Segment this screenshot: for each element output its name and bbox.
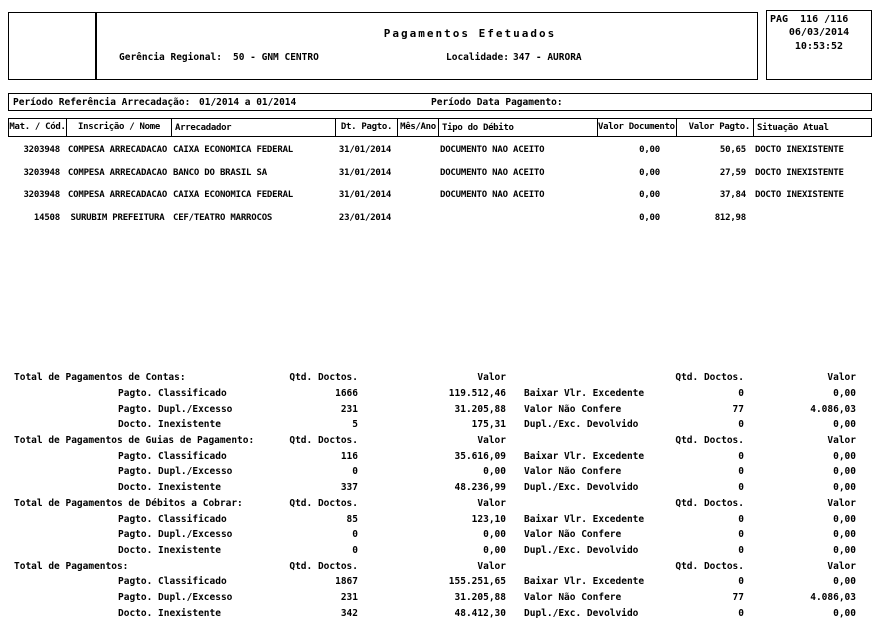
total-valor2: 0,00 (833, 529, 856, 541)
totals-block-debitos (8, 496, 872, 559)
qtd-doctos-header: Qtd. Doctos. (675, 560, 744, 572)
qtd-doctos-header: Qtd. Doctos. (289, 497, 358, 509)
total-label: Pagto. Dupl./Excesso (118, 529, 233, 541)
total-label2: Baixar Vlr. Excedente (524, 576, 645, 588)
cell-arrecadador: CAIXA ECONOMICA FEDERAL (173, 145, 294, 156)
total-qtd: 1867 (335, 576, 358, 588)
totals-section (8, 370, 872, 621)
cell-inscricao: COMPESA ARRECADACAO (67, 167, 168, 178)
col-header-valor-pagto: Valor Pagto. (676, 119, 753, 136)
table-row (8, 139, 872, 162)
total-valor2: 0,00 (833, 544, 856, 556)
total-qtd2: 77 (732, 403, 744, 415)
col-header-inscricao: Inscrição / Nome (66, 119, 171, 136)
cell-valor-documento: 0,00 (639, 145, 660, 156)
localidade-label: Localidade: (446, 52, 509, 63)
total-qtd: 85 (346, 513, 358, 525)
total-valor: 119.512,46 (448, 388, 506, 400)
total-valor2: 4.086,03 (810, 591, 856, 603)
col-header-mes-ano: Mês/Ano (397, 119, 438, 136)
total-qtd2: 0 (738, 513, 744, 525)
col-header-mat: Mat. / Cód. (9, 122, 66, 132)
total-valor: 31.205,88 (454, 403, 506, 415)
total-valor: 31.205,88 (454, 591, 506, 603)
cell-dt-pagto: 23/01/2014 (338, 212, 392, 223)
totals-block-title: Total de Pagamentos: (14, 560, 129, 572)
totals-row (8, 480, 872, 496)
cell-arrecadador: BANCO DO BRASIL SA (173, 167, 267, 178)
total-valor2: 0,00 (833, 607, 856, 619)
periodo-referencia-value: 01/2014 a 01/2014 (199, 97, 297, 108)
total-label: Docto. Inexistente (118, 607, 221, 619)
valor-header: Valor (827, 372, 856, 384)
total-valor2: 4.086,03 (810, 403, 856, 415)
total-label: Pagto. Classificado (118, 513, 227, 525)
total-valor: 35.616,09 (454, 450, 506, 462)
totals-row (8, 511, 872, 527)
total-qtd: 0 (352, 529, 358, 541)
total-qtd2: 0 (738, 466, 744, 478)
table-body (8, 137, 872, 229)
total-label2: Valor Não Confere (524, 403, 622, 415)
cell-tipo-debito: DOCUMENTO NAO ACEITO (440, 167, 545, 178)
total-qtd2: 0 (738, 388, 744, 400)
total-label: Pagto. Dupl./Excesso (118, 591, 233, 603)
cell-valor-pagto: 812,98 (714, 212, 746, 223)
total-valor2: 0,00 (833, 576, 856, 588)
cell-valor-documento: 0,00 (639, 190, 660, 201)
total-label: Pagto. Classificado (118, 576, 227, 588)
cell-inscricao: COMPESA ARRECADACAO (67, 190, 168, 201)
total-qtd: 1666 (335, 388, 358, 400)
total-qtd: 5 (352, 419, 358, 431)
total-label2: Baixar Vlr. Excedente (524, 513, 645, 525)
qtd-doctos-header: Qtd. Doctos. (289, 435, 358, 447)
cell-situacao: DOCTO INEXISTENTE (755, 145, 844, 156)
totals-row (8, 543, 872, 559)
cell-tipo-debito: DOCUMENTO NAO ACEITO (440, 145, 545, 156)
total-valor2: 0,00 (833, 450, 856, 462)
total-qtd2: 0 (738, 576, 744, 588)
total-valor: 0,00 (483, 529, 506, 541)
total-label2: Dupl./Exc. Devolvido (524, 482, 639, 494)
table-row (8, 162, 872, 185)
table-row (8, 207, 872, 230)
total-label: Pagto. Classificado (118, 388, 227, 400)
totals-row (8, 386, 872, 402)
total-valor: 48.236,99 (454, 482, 506, 494)
periodo-referencia-label: Período Referência Arrecadação: (13, 97, 191, 108)
total-qtd2: 0 (738, 482, 744, 494)
report-time: 10:53:52 (794, 41, 844, 52)
cell-inscricao: COMPESA ARRECADACAO (67, 145, 168, 156)
total-label2: Baixar Vlr. Excedente (524, 388, 645, 400)
total-valor2: 0,00 (833, 419, 856, 431)
totals-row (8, 448, 872, 464)
total-valor: 0,00 (483, 466, 506, 478)
cell-tipo-debito: DOCUMENTO NAO ACEITO (440, 190, 545, 201)
report-date: 06/03/2014 (788, 27, 850, 38)
cell-situacao: DOCTO INEXISTENTE (755, 190, 844, 201)
cell-valor-documento: 0,00 (639, 212, 660, 223)
totals-row (8, 605, 872, 621)
cell-valor-documento: 0,00 (639, 167, 660, 178)
valor-header: Valor (827, 435, 856, 447)
total-valor2: 0,00 (833, 482, 856, 494)
total-qtd: 0 (352, 466, 358, 478)
total-valor: 175,31 (471, 419, 506, 431)
totals-block-contas (8, 370, 872, 433)
totals-row (8, 464, 872, 480)
total-valor: 155.251,65 (448, 576, 506, 588)
total-label2: Valor Não Confere (524, 529, 622, 541)
total-label2: Baixar Vlr. Excedente (524, 450, 645, 462)
total-valor: 123,10 (471, 513, 506, 525)
cell-valor-pagto: 37,84 (719, 190, 746, 201)
total-qtd2: 0 (738, 544, 744, 556)
total-qtd2: 0 (738, 419, 744, 431)
total-qtd2: 77 (732, 591, 744, 603)
cell-arrecadador: CAIXA ECONOMICA FEDERAL (173, 190, 294, 201)
total-qtd2: 0 (738, 450, 744, 462)
table-row (8, 184, 872, 207)
qtd-doctos-header: Qtd. Doctos. (289, 372, 358, 384)
cell-mat: 3203948 (23, 167, 60, 178)
cell-mat: 3203948 (23, 190, 60, 201)
totals-block-title: Total de Pagamentos de Guias de Pagamento: (14, 435, 255, 447)
total-label: Pagto. Dupl./Excesso (118, 403, 233, 415)
total-label2: Valor Não Confere (524, 466, 622, 478)
total-label: Pagto. Dupl./Excesso (118, 466, 233, 478)
valor-header: Valor (827, 497, 856, 509)
totals-block-geral (8, 558, 872, 621)
total-qtd: 116 (340, 450, 358, 462)
table-header (8, 118, 872, 137)
cell-arrecadador: CEF/TEATRO MARROCOS (173, 212, 273, 223)
total-label2: Dupl./Exc. Devolvido (524, 419, 639, 431)
cell-inscricao: SURUBIM PREFEITURA (70, 212, 165, 223)
total-label2: Dupl./Exc. Devolvido (524, 544, 639, 556)
total-label2: Dupl./Exc. Devolvido (524, 607, 639, 619)
col-header-arrecadador: Arrecadador (171, 119, 335, 136)
logo-box (8, 12, 96, 80)
total-valor: 0,00 (483, 544, 506, 556)
totals-block-guias (8, 433, 872, 496)
period-bar (8, 93, 872, 111)
total-qtd2: 0 (738, 529, 744, 541)
cell-valor-pagto: 50,65 (719, 145, 746, 156)
page-info-box (766, 10, 872, 80)
cell-dt-pagto: 31/01/2014 (338, 167, 392, 178)
valor-header: Valor (477, 372, 506, 384)
cell-valor-pagto: 27,59 (719, 167, 746, 178)
totals-row (8, 574, 872, 590)
totals-row (8, 527, 872, 543)
total-valor2: 0,00 (833, 388, 856, 400)
page-number: PAG 116 /116 (770, 14, 849, 25)
total-qtd: 231 (340, 403, 358, 415)
cell-dt-pagto: 31/01/2014 (338, 190, 392, 201)
totals-block-title: Total de Pagamentos de Débitos a Cobrar: (14, 497, 243, 509)
gerencia-regional-value: 50 - GNM CENTRO (233, 52, 319, 63)
report-header-box (96, 12, 758, 80)
total-label: Pagto. Classificado (118, 450, 227, 462)
total-qtd2: 0 (738, 607, 744, 619)
total-label: Docto. Inexistente (118, 544, 221, 556)
qtd-doctos-header: Qtd. Doctos. (289, 560, 358, 572)
total-qtd: 0 (352, 544, 358, 556)
qtd-doctos-header: Qtd. Doctos. (675, 435, 744, 447)
totals-row (8, 417, 872, 433)
col-header-tipo-debito: Tipo do Débito (438, 119, 597, 136)
page-title: Pagamentos Efetuados (383, 27, 557, 40)
totals-row (8, 401, 872, 417)
localidade-value: 347 - AURORA (513, 52, 582, 63)
cell-dt-pagto: 31/01/2014 (338, 145, 392, 156)
col-header-valor-documento: Valor Documento (597, 119, 676, 136)
totals-row (8, 590, 872, 606)
total-label: Docto. Inexistente (118, 419, 221, 431)
cell-mat: 14508 (33, 212, 60, 223)
valor-header: Valor (827, 560, 856, 572)
col-header-situacao: Situação Atual (753, 119, 871, 136)
totals-block-title: Total de Pagamentos de Contas: (14, 372, 186, 384)
valor-header: Valor (477, 435, 506, 447)
total-qtd: 337 (340, 482, 358, 494)
cell-situacao: DOCTO INEXISTENTE (755, 167, 844, 178)
total-label2: Valor Não Confere (524, 591, 622, 603)
qtd-doctos-header: Qtd. Doctos. (675, 497, 744, 509)
qtd-doctos-header: Qtd. Doctos. (675, 372, 744, 384)
total-qtd: 342 (340, 607, 358, 619)
total-label: Docto. Inexistente (118, 482, 221, 494)
col-header-dt-pagto: Dt. Pagto. (335, 119, 397, 136)
cell-mat: 3203948 (23, 145, 60, 156)
valor-header: Valor (477, 497, 506, 509)
total-valor2: 0,00 (833, 466, 856, 478)
total-valor: 48.412,30 (454, 607, 506, 619)
total-qtd: 231 (340, 591, 358, 603)
periodo-pagamento-label: Período Data Pagamento: (431, 97, 563, 108)
valor-header: Valor (477, 560, 506, 572)
total-valor2: 0,00 (833, 513, 856, 525)
gerencia-regional-label: Gerência Regional: (119, 52, 222, 63)
